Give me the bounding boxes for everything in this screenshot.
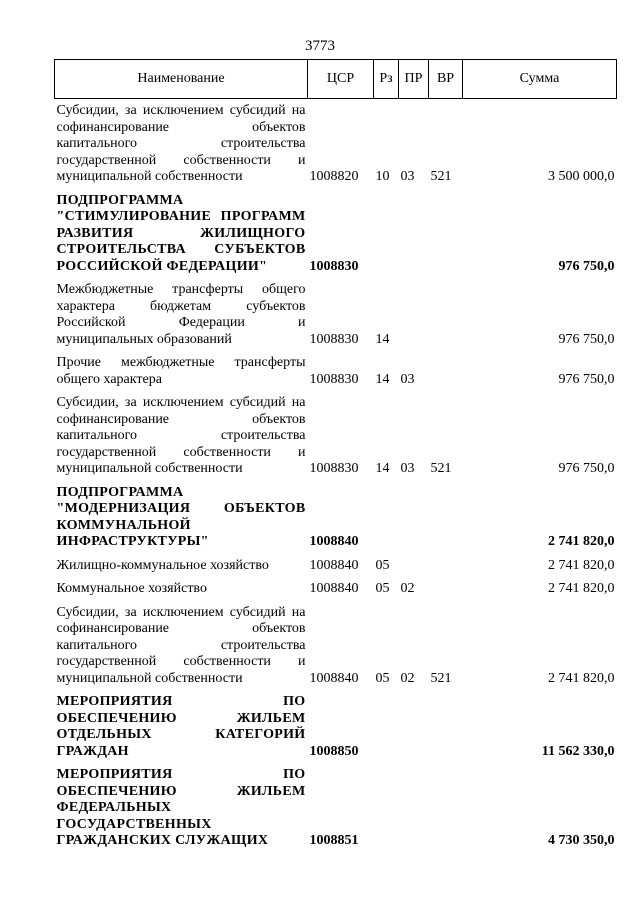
row-sum: 2 741 820,0 — [548, 557, 615, 573]
row-rz: 05 — [375, 670, 390, 686]
row-pr — [399, 481, 429, 554]
table-row — [55, 391, 617, 481]
row-name: МЕРОПРИЯТИЯ ПО ОБЕСПЕЧЕНИЮ ЖИЛЬЕМ ФЕДЕРАЛЬНЫХ ГОСУДАРСТВЕННЫХ ГРАЖДАНСКИХ СЛУЖАЩИХ — [56, 767, 306, 848]
row-vr — [429, 577, 463, 601]
row-name: Субсидии, за исключением субсидий на софинансирование объектов капитального строительства государственной собственности и муниципальной собственности — [56, 395, 306, 476]
row-rz — [374, 763, 399, 853]
row-sum: 976 750,0 — [558, 461, 615, 476]
header-name: Наименование — [55, 60, 308, 99]
row-pr — [399, 763, 429, 853]
row-rz — [374, 690, 399, 763]
row-sum: 2 741 820,0 — [548, 670, 615, 686]
row-vr: 521 — [430, 169, 452, 184]
row-csr: 1008830 — [309, 258, 359, 274]
row-rz: 05 — [375, 557, 390, 573]
row-vr — [429, 481, 463, 554]
row-vr: 521 — [430, 461, 452, 476]
row-name: Субсидии, за исключением субсидий на софинансирование объектов капитального строительства государственной собственности и муниципальной собственности — [56, 604, 306, 686]
row-csr: 1008820 — [309, 169, 359, 184]
table-row — [55, 577, 617, 601]
row-vr — [429, 278, 463, 351]
row-csr: 1008830 — [309, 371, 359, 387]
row-pr: 02 — [400, 581, 415, 596]
row-rz: 10 — [375, 169, 390, 184]
row-sum: 4 730 350,0 — [548, 833, 615, 848]
row-sum: 3 500 000,0 — [548, 169, 615, 184]
row-csr: 1008830 — [309, 461, 359, 476]
table-row-section — [55, 690, 617, 763]
header-vr: ВР — [429, 60, 463, 99]
row-pr — [399, 690, 429, 763]
row-vr — [429, 554, 463, 578]
row-vr — [429, 690, 463, 763]
row-vr: 521 — [430, 670, 452, 686]
row-csr: 1008851 — [309, 833, 359, 848]
row-vr — [429, 189, 463, 279]
page-number: 3773 — [305, 38, 335, 54]
row-sum: 976 750,0 — [558, 331, 615, 347]
table-header-row — [55, 60, 617, 99]
row-name: ПОДПРОГРАММА "СТИМУЛИРОВАНИЕ ПРОГРАММ РАЗВИТИЯ ЖИЛИЩНОГО СТРОИТЕЛЬСТВА СУБЪЕКТОВ РОССИЙСКОЙ ФЕДЕРАЦИИ" — [56, 192, 306, 274]
row-sum: 2 741 820,0 — [548, 581, 615, 596]
table-body — [55, 99, 617, 853]
table-row-section — [55, 189, 617, 279]
row-pr — [399, 189, 429, 279]
row-name: Межбюджетные трансферты общего характера бюджетам субъектов Российской Федерации и муниципальных образований — [56, 282, 306, 347]
row-sum: 976 750,0 — [558, 371, 615, 387]
row-rz: 05 — [375, 581, 390, 596]
table-row-section — [55, 481, 617, 554]
table-row — [55, 554, 617, 578]
row-csr: 1008840 — [309, 557, 359, 573]
row-name: МЕРОПРИЯТИЯ ПО ОБЕСПЕЧЕНИЮ ЖИЛЬЕМ ОТДЕЛЬНЫХ КАТЕГОРИЙ ГРАЖДАН — [56, 694, 306, 759]
row-name: ПОДПРОГРАММА "МОДЕРНИЗАЦИЯ ОБЪЕКТОВ КОММУНАЛЬНОЙ ИНФРАСТРУКТУРЫ" — [56, 484, 306, 549]
row-pr — [399, 278, 429, 351]
row-sum: 11 562 330,0 — [541, 743, 615, 759]
row-pr: 03 — [400, 461, 415, 476]
header-sum: Сумма — [463, 60, 617, 99]
table-row — [55, 99, 617, 189]
row-csr: 1008840 — [309, 670, 359, 686]
row-pr: 02 — [400, 670, 415, 686]
row-csr: 1008840 — [309, 534, 359, 549]
row-name: Субсидии, за исключением субсидий на софинансирование объектов капитального строительства государственной собственности и муниципальной собственности — [56, 103, 306, 184]
table-row-section — [55, 763, 617, 853]
row-csr: 1008840 — [309, 581, 359, 596]
row-sum: 976 750,0 — [558, 258, 615, 274]
header-csr: ЦСР — [308, 60, 374, 99]
row-rz — [374, 189, 399, 279]
table-row — [55, 351, 617, 391]
header-pr: ПР — [399, 60, 429, 99]
row-rz: 14 — [375, 331, 390, 347]
row-rz: 14 — [375, 371, 390, 387]
row-pr: 03 — [400, 169, 415, 184]
row-csr: 1008850 — [309, 743, 359, 759]
table-row — [55, 601, 617, 691]
row-name: Прочие межбюджетные трансферты общего характера — [56, 355, 306, 387]
row-vr — [429, 763, 463, 853]
row-pr: 03 — [400, 371, 415, 387]
budget-table — [54, 59, 617, 853]
row-pr — [399, 554, 429, 578]
row-csr: 1008830 — [309, 331, 359, 347]
row-name: Жилищно-коммунальное хозяйство — [56, 557, 269, 573]
row-vr — [429, 351, 463, 391]
header-rz: Рз — [374, 60, 399, 99]
table-row — [55, 278, 617, 351]
row-rz: 14 — [375, 461, 390, 476]
row-name: Коммунальное хозяйство — [56, 581, 207, 596]
row-rz — [374, 481, 399, 554]
row-sum: 2 741 820,0 — [548, 534, 615, 549]
